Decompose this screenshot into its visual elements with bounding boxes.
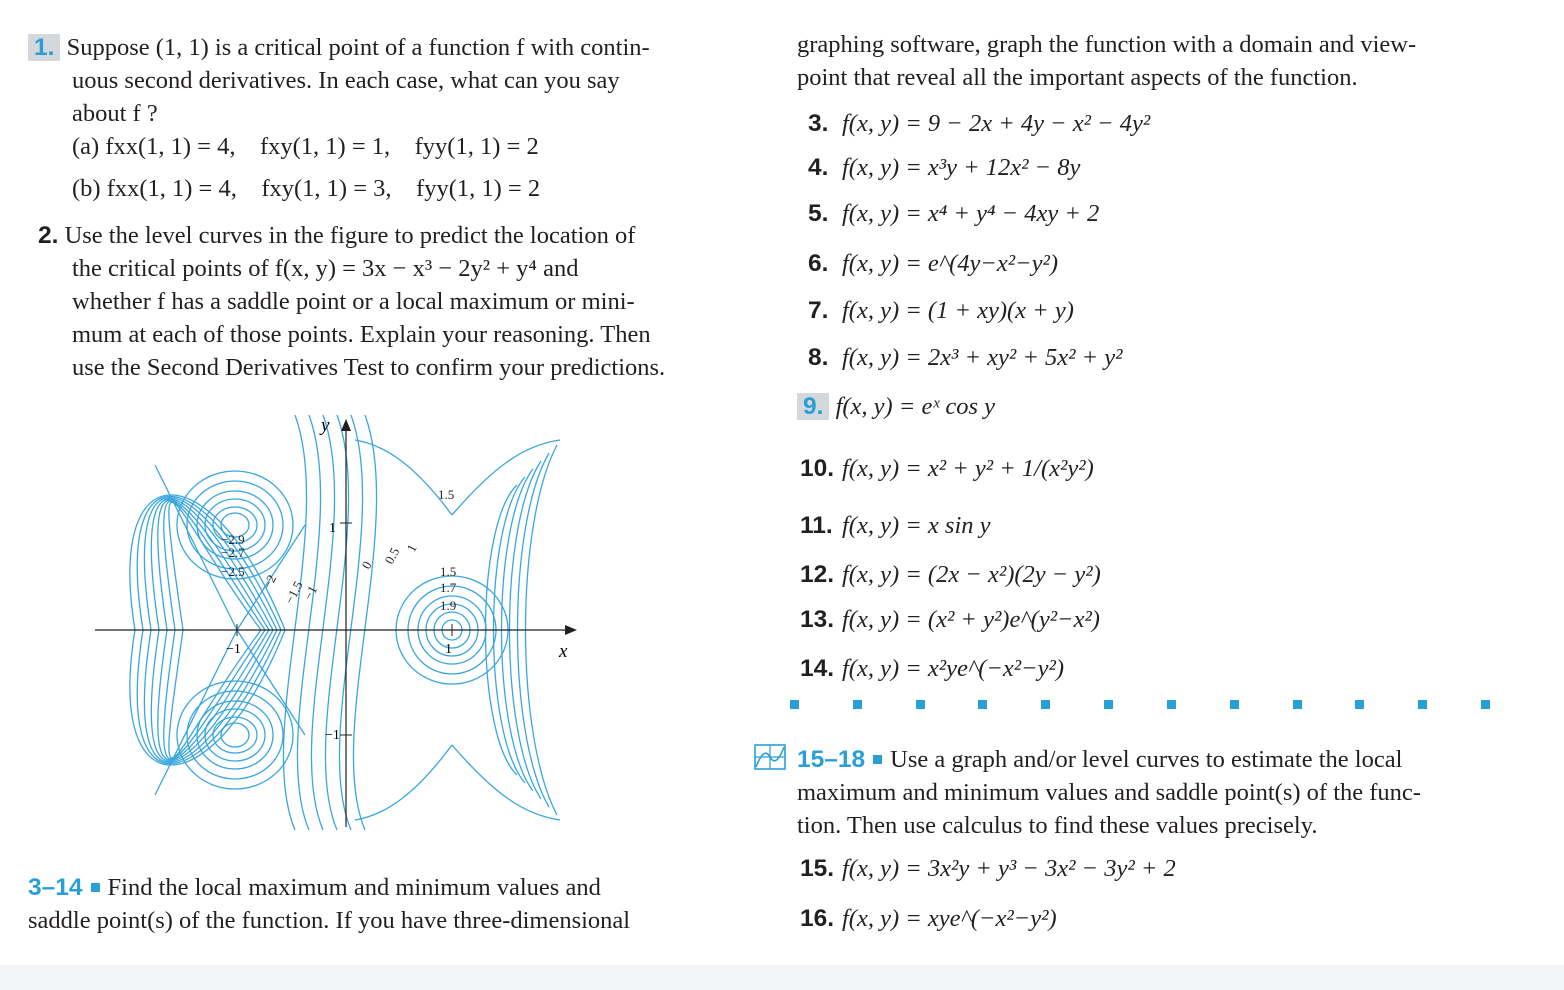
bullet-square-icon [873,755,882,764]
problem-1-line-3: about f ? [72,100,158,127]
contour-label-neg2: −2 [259,572,280,592]
contour-middle-4 [339,415,362,830]
contour-label-0: 0 [358,558,375,572]
section-15-18-range: 15–18 [797,746,866,773]
problem-15: 15. f(x, y) = 3x²y + y³ − 3x² − 3y² + 2 [800,855,1176,882]
y-tick-label-neg1: −1 [325,728,340,743]
problem-8: 8. f(x, y) = 2x³ + xy² + 5x² + y² [808,344,1123,371]
level-curves-figure [95,405,590,835]
contour-middle-3 [325,415,348,830]
problem-2-line-1: Use the level curves in the figure to predict the location of [64,222,636,249]
problem-1-line-1: Suppose (1, 1) is a critical point of a function f with contin- [66,34,650,61]
problem-4: 4. f(x, y) = x³y + 12x² − 8y [808,154,1081,181]
problem-2-line-2: the critical points of f(x, y) = 3x − x³ − 2y² + y⁴ and [72,255,579,282]
contour-label-0-5: 0.5 [381,545,403,567]
contour-label-1-5-top: 1.5 [438,487,455,502]
contour-middle-2 [311,415,334,830]
section-15-18-line-1: Use a graph and/or level curves to estimate the local [890,746,1403,773]
problem-9: 9. f(x, y) = eˣ cos y [797,393,995,421]
problem-5: 5. f(x, y) = x⁴ + y⁴ − 4xy + 2 [808,200,1100,227]
x-axis-label: x [559,641,568,662]
problem-2-line-3: whether f has a saddle point or a local maximum or mini- [72,288,635,315]
contour-middle-1 [297,415,320,830]
x-tick-label-neg1: −1 [226,642,241,657]
problem-16: 16. f(x, y) = xye^(−x²−y²) [800,905,1057,932]
problem-14: 14. f(x, y) = x²ye^(−x²−y²) [800,655,1065,682]
problem-2-line-5: use the Second Derivatives Test to confirm your predictions. [72,354,666,381]
y-axis-label: y [321,415,330,436]
contour-label-neg1-5: −1.5 [281,578,306,607]
section-3-14-line-1: Find the local maximum and minimum values and [107,874,601,901]
contour-ll-3 [197,701,273,769]
graphing-icon [754,744,786,770]
section-3-14-range: 3–14 [28,874,83,901]
bullet-square-icon [91,883,100,892]
problem-13: 13. f(x, y) = (x² + y²)e^(y²−x²) [800,606,1100,633]
contour-label-neg2-7: −2.7 [221,545,245,560]
problem-2-number: 2. [38,222,59,249]
problem-10: 10. f(x, y) = x² + y² + 1/(x²y²) [800,455,1094,482]
bottom-band [0,965,1564,990]
section-15-18-line-2: maximum and minimum values and saddle point(s) of the func- [797,779,1421,806]
problem-12: 12. f(x, y) = (2x − x²)(2y − y²) [800,561,1101,588]
problem-7: 7. f(x, y) = (1 + xy)(x + y) [808,297,1074,324]
x-tick-label-1: 1 [445,642,452,657]
problem-1-line-2: uous second derivatives. In each case, what can you say [72,67,620,94]
contour-ul-5 [177,471,293,579]
contour-label-1: 1 [403,541,420,555]
intro-line-1: graphing software, graph the function with a domain and view- [797,31,1417,58]
section-3-14-line-2: saddle point(s) of the function. If you have three-dimensional [28,907,631,934]
contour-label-1-9: 1.9 [440,598,457,613]
contour-label-neg1: −1 [300,583,321,603]
x-axis-arrow-icon [565,625,577,635]
y-tick-label-1: 1 [329,521,336,536]
contour-label-1-5: 1.5 [440,564,457,579]
contour-label-neg2-9: −2.9 [221,532,245,547]
problem-1-part-a: (a) fxx(1, 1) = 4, fxy(1, 1) = 1, fyy(1, 1) = 2 [72,133,539,160]
contour-middle-0 [283,415,306,830]
contour-label-neg2-5: −2.5 [221,564,245,579]
contour-ll-0 [221,723,249,747]
intro-line-2: point that reveal all the important aspects of the function. [797,64,1358,91]
contour-lines [130,415,560,830]
contour-label-1-7: 1.7 [440,580,457,595]
problem-11: 11. f(x, y) = x sin y [800,512,991,539]
problem-6: 6. f(x, y) = e^(4y−x²−y²) [808,250,1059,277]
problem-1-number: 1. [28,34,60,61]
y-axis-arrow-icon [341,419,351,431]
problem-3: 3. f(x, y) = 9 − 2x + 4y − x² − 4y² [808,110,1151,137]
section-15-18-line-3: tion. Then use calculus to find these values precisely. [797,812,1318,839]
contour-ll-5 [177,681,293,789]
section-divider-dots [790,700,1490,714]
problem-1-part-b: (b) fxx(1, 1) = 4, fxy(1, 1) = 3, fyy(1, 1) = 2 [72,175,541,202]
problem-2-line-4: mum at each of those points. Explain your reasoning. Then [72,321,651,348]
contour-middle-5 [353,415,376,830]
